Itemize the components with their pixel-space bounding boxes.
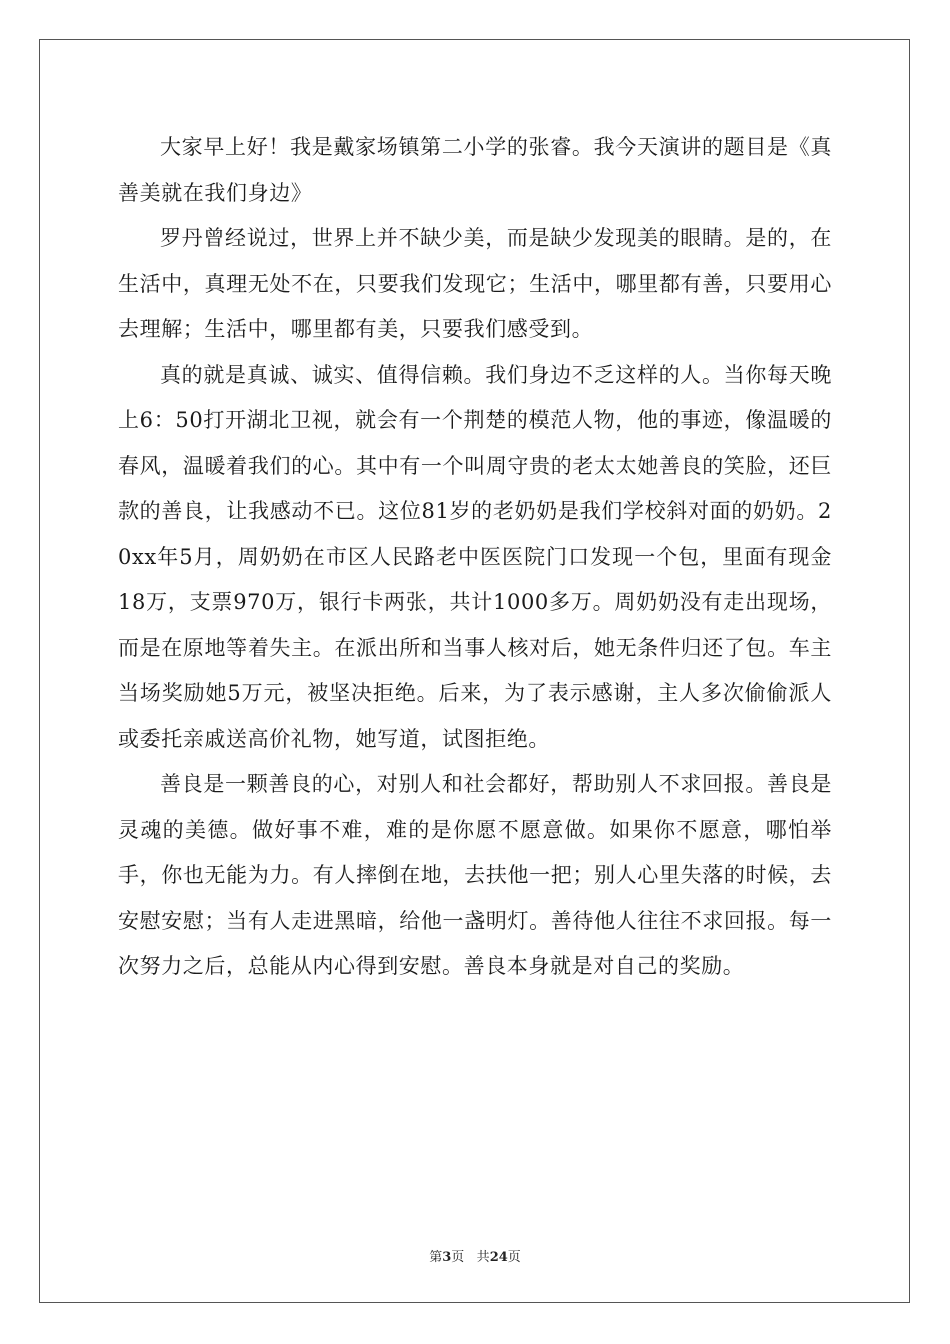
footer-spacer bbox=[464, 1250, 476, 1265]
paragraph-kindness: 善良是一颗善良的心，对别人和社会都好，帮助别人不求回报。善良是灵魂的美德。做好事不难，难的是你愿不愿意做。如果你不愿意，哪怕举手，你也无能为力。有人摔倒在地，去扶他一把；别人心里失落的时候，去安慰安慰；当有人走进黑暗，给他一盏明灯。善待他人往往不求回报。每一次努力之后，总能从内心得到安慰。善良本身就是对自己的奖励。 bbox=[118, 772, 832, 978]
page-total: 24 bbox=[489, 1250, 508, 1265]
total-prefix: 共 bbox=[476, 1250, 490, 1265]
paragraph-truth-story: 真的就是真诚、诚实、值得信赖。我们身边不乏这样的人。当你每天晚上6：50打开湖北卫视，就会有一个荆楚的模范人物，他的事迹，像温暖的春风，温暖着我们的心。其中有一个叫周守贵的老太太她善良的笑脸，还巨款的善良，让我感动不已。这位81岁的老奶奶是我们学校斜对面的奶奶。20xx年5月，周奶奶在市区人民路老中医医院门口发现一个包，里面有现金18万，支票970万，银行卡两张，共计1000多万。周奶奶没有走出现场，而是在原地等着失主。在派出所和当事人核对后，她无条件归还了包。车主当场奖励她5万元，被坚决拒绝。后来，为了表示感谢，主人多次偷偷派人或委托亲戚送高价礼物，她写道，试图拒绝。 bbox=[118, 362, 832, 751]
page-current: 3 bbox=[442, 1250, 452, 1265]
total-suffix: 页 bbox=[507, 1250, 521, 1265]
paragraph-greeting: 大家早上好！我是戴家场镇第二小学的张睿。我今天演讲的题目是《真善美就在我们身边》 bbox=[118, 135, 832, 205]
page-prefix: 第 bbox=[429, 1250, 443, 1265]
document-body bbox=[118, 125, 832, 990]
page-suffix: 页 bbox=[451, 1250, 465, 1265]
page-footer bbox=[0, 1246, 950, 1265]
paragraph-rodin-quote: 罗丹曾经说过，世界上并不缺少美，而是缺少发现美的眼睛。是的，在生活中，真理无处不在，只要我们发现它；生活中，哪里都有善，只要用心去理解；生活中，哪里都有美，只要我们感受到。 bbox=[118, 226, 832, 341]
